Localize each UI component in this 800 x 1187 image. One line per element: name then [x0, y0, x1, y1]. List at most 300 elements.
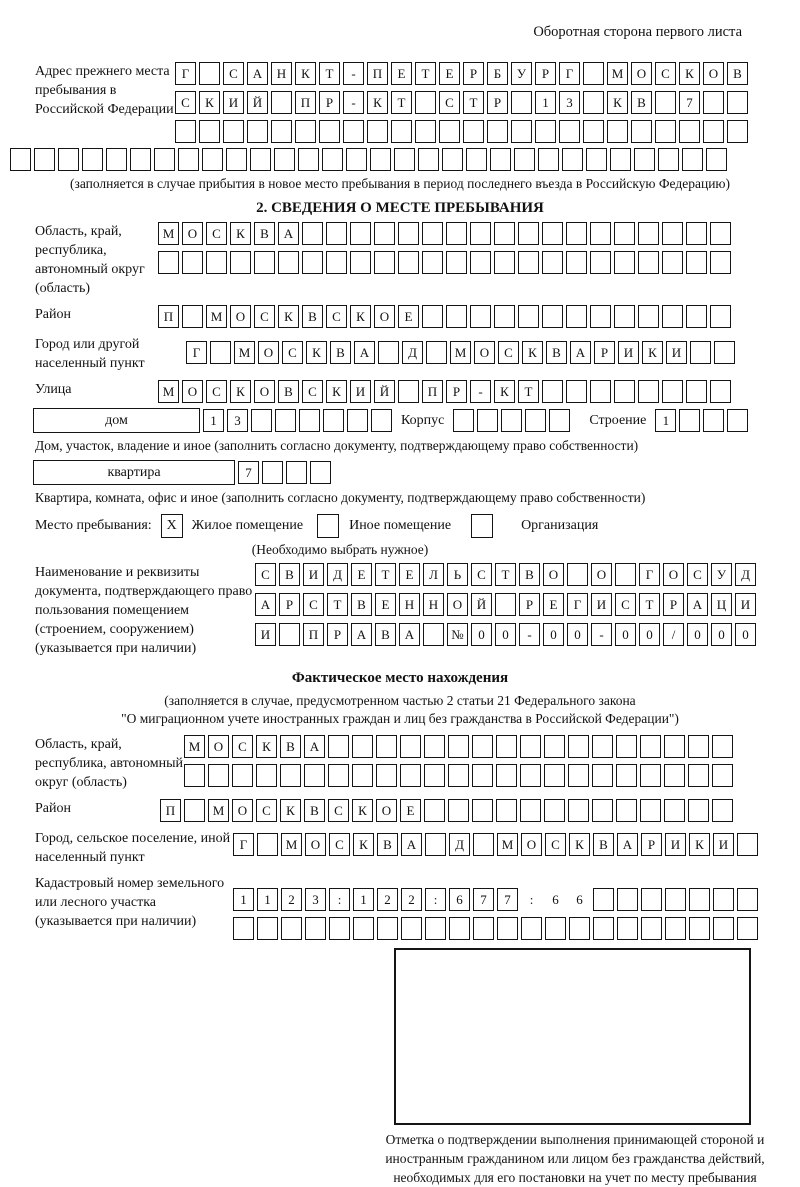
grid-cell[interactable] [568, 764, 589, 787]
grid-cell[interactable]: П [295, 91, 316, 114]
grid-cell[interactable] [544, 799, 565, 822]
grid-cell[interactable] [232, 764, 253, 787]
grid-cell[interactable] [286, 461, 307, 484]
grid-cell[interactable]: Р [487, 91, 508, 114]
grid-cell[interactable]: С [329, 833, 350, 856]
grid-cell[interactable]: С [471, 563, 492, 586]
grid-cell[interactable] [376, 764, 397, 787]
grid-cell[interactable]: 0 [567, 623, 588, 646]
grid-cell[interactable]: О [230, 305, 251, 328]
grid-cell[interactable]: 1 [535, 91, 556, 114]
grid-cell[interactable]: : [425, 888, 446, 911]
grid-cell[interactable]: У [511, 62, 532, 85]
grid-cell[interactable] [713, 917, 734, 940]
grid-cell[interactable] [559, 120, 580, 143]
grid-cell[interactable] [686, 251, 707, 274]
grid-cell[interactable]: И [223, 91, 244, 114]
grid-cell[interactable]: 1 [203, 409, 224, 432]
grid-cell[interactable] [350, 251, 371, 274]
grid-cell[interactable] [353, 917, 374, 940]
grid-cell[interactable]: С [256, 799, 277, 822]
grid-cell[interactable]: 3 [305, 888, 326, 911]
grid-cell[interactable]: Д [402, 341, 423, 364]
grid-cell[interactable] [518, 222, 539, 245]
grid-cell[interactable]: 1 [353, 888, 374, 911]
grid-cell[interactable]: Т [415, 62, 436, 85]
grid-cell[interactable] [376, 735, 397, 758]
grid-cell[interactable] [257, 833, 278, 856]
grid-cell[interactable]: Т [391, 91, 412, 114]
grid-cell[interactable] [549, 409, 570, 432]
grid-cell[interactable] [448, 799, 469, 822]
grid-cell[interactable]: В [304, 799, 325, 822]
grid-cell[interactable]: С [255, 563, 276, 586]
grid-cell[interactable]: / [663, 623, 684, 646]
grid-cell[interactable]: - [519, 623, 540, 646]
grid-cell[interactable] [631, 120, 652, 143]
grid-cell[interactable]: Е [398, 305, 419, 328]
grid-cell[interactable]: А [570, 341, 591, 364]
grid-cell[interactable] [10, 148, 31, 171]
grid-cell[interactable] [352, 764, 373, 787]
grid-cell[interactable] [665, 888, 686, 911]
grid-cell[interactable] [497, 917, 518, 940]
grid-cell[interactable]: К [569, 833, 590, 856]
grid-cell[interactable]: В [593, 833, 614, 856]
grid-cell[interactable]: М [234, 341, 255, 364]
checkbox-residential-premises[interactable]: X [161, 514, 183, 538]
grid-cell[interactable] [470, 222, 491, 245]
grid-cell[interactable]: Е [375, 593, 396, 616]
grid-cell[interactable]: Й [247, 91, 268, 114]
grid-cell[interactable] [616, 799, 637, 822]
grid-cell[interactable] [422, 305, 443, 328]
grid-cell[interactable] [566, 222, 587, 245]
grid-cell[interactable] [712, 764, 733, 787]
grid-cell[interactable] [727, 120, 748, 143]
grid-cell[interactable] [583, 120, 604, 143]
grid-cell[interactable] [614, 380, 635, 403]
grid-cell[interactable]: К [367, 91, 388, 114]
grid-cell[interactable] [154, 148, 175, 171]
grid-cell[interactable]: В [727, 62, 748, 85]
grid-cell[interactable]: 6 [576, 892, 583, 907]
grid-cell[interactable] [640, 735, 661, 758]
grid-cell[interactable] [394, 148, 415, 171]
grid-cell[interactable]: 0 [711, 623, 732, 646]
grid-cell[interactable]: П [367, 62, 388, 85]
grid-cell[interactable]: С [439, 91, 460, 114]
grid-cell[interactable] [326, 251, 347, 274]
grid-cell[interactable]: О [208, 735, 229, 758]
grid-cell[interactable] [641, 917, 662, 940]
grid-cell[interactable] [449, 917, 470, 940]
grid-cell[interactable]: - [470, 380, 491, 403]
grid-cell[interactable] [616, 735, 637, 758]
grid-cell[interactable] [703, 120, 724, 143]
grid-cell[interactable] [202, 148, 223, 171]
grid-cell[interactable] [178, 148, 199, 171]
grid-cell[interactable] [322, 148, 343, 171]
grid-cell[interactable] [710, 380, 731, 403]
grid-cell[interactable] [518, 251, 539, 274]
grid-cell[interactable] [655, 120, 676, 143]
grid-cell[interactable]: 7 [473, 888, 494, 911]
grid-cell[interactable] [280, 764, 301, 787]
grid-cell[interactable] [662, 380, 683, 403]
grid-cell[interactable] [688, 799, 709, 822]
grid-cell[interactable] [615, 563, 636, 586]
grid-cell[interactable] [520, 799, 541, 822]
grid-cell[interactable] [298, 148, 319, 171]
grid-cell[interactable]: Р [463, 62, 484, 85]
grid-cell[interactable]: М [281, 833, 302, 856]
grid-cell[interactable]: К [350, 305, 371, 328]
grid-cell[interactable] [542, 222, 563, 245]
grid-cell[interactable] [634, 148, 655, 171]
grid-cell[interactable] [398, 222, 419, 245]
grid-cell[interactable] [514, 148, 535, 171]
grid-cell[interactable]: О [703, 62, 724, 85]
grid-cell[interactable]: С [326, 305, 347, 328]
grid-cell[interactable]: 3 [227, 409, 248, 432]
grid-cell[interactable] [496, 735, 517, 758]
grid-cell[interactable] [275, 409, 296, 432]
grid-cell[interactable] [714, 341, 735, 364]
grid-cell[interactable]: П [422, 380, 443, 403]
grid-cell[interactable] [638, 380, 659, 403]
grid-cell[interactable]: О [591, 563, 612, 586]
grid-cell[interactable]: И [666, 341, 687, 364]
grid-cell[interactable] [184, 799, 205, 822]
grid-cell[interactable] [472, 764, 493, 787]
grid-cell[interactable] [257, 917, 278, 940]
grid-cell[interactable]: К [306, 341, 327, 364]
grid-cell[interactable]: К [230, 380, 251, 403]
grid-cell[interactable]: В [278, 380, 299, 403]
grid-cell[interactable] [34, 148, 55, 171]
grid-cell[interactable] [568, 735, 589, 758]
grid-cell[interactable] [370, 148, 391, 171]
grid-cell[interactable] [329, 917, 350, 940]
grid-cell[interactable] [446, 305, 467, 328]
grid-cell[interactable] [664, 735, 685, 758]
grid-cell[interactable] [206, 251, 227, 274]
grid-cell[interactable]: Р [663, 593, 684, 616]
grid-cell[interactable] [641, 888, 662, 911]
grid-cell[interactable]: Т [375, 563, 396, 586]
grid-cell[interactable] [470, 305, 491, 328]
grid-cell[interactable] [679, 120, 700, 143]
grid-cell[interactable] [230, 251, 251, 274]
grid-cell[interactable]: Г [175, 62, 196, 85]
grid-cell[interactable]: : [329, 888, 350, 911]
grid-cell[interactable] [521, 917, 542, 940]
grid-cell[interactable]: П [160, 799, 181, 822]
checkbox-organization[interactable] [471, 514, 493, 538]
grid-cell[interactable] [520, 764, 541, 787]
grid-cell[interactable]: И [735, 593, 756, 616]
grid-cell[interactable] [614, 222, 635, 245]
grid-cell[interactable] [682, 148, 703, 171]
grid-cell[interactable] [130, 148, 151, 171]
grid-cell[interactable] [520, 735, 541, 758]
grid-cell[interactable]: О [182, 222, 203, 245]
grid-cell[interactable] [184, 764, 205, 787]
grid-cell[interactable] [690, 341, 711, 364]
grid-cell[interactable]: И [591, 593, 612, 616]
grid-cell[interactable] [614, 251, 635, 274]
grid-cell[interactable]: Н [423, 593, 444, 616]
grid-cell[interactable] [501, 409, 522, 432]
grid-cell[interactable]: Р [319, 91, 340, 114]
grid-cell[interactable]: В [279, 563, 300, 586]
grid-cell[interactable] [664, 764, 685, 787]
grid-cell[interactable]: 2 [401, 888, 422, 911]
grid-cell[interactable] [472, 799, 493, 822]
grid-cell[interactable] [398, 251, 419, 274]
grid-cell[interactable] [251, 409, 272, 432]
grid-cell[interactable] [352, 735, 373, 758]
grid-cell[interactable] [638, 222, 659, 245]
grid-cell[interactable]: С [545, 833, 566, 856]
grid-cell[interactable] [323, 409, 344, 432]
grid-cell[interactable]: В [377, 833, 398, 856]
grid-cell[interactable] [472, 735, 493, 758]
grid-cell[interactable]: Н [271, 62, 292, 85]
grid-cell[interactable]: Т [518, 380, 539, 403]
grid-cell[interactable]: К [256, 735, 277, 758]
grid-cell[interactable] [470, 251, 491, 274]
grid-cell[interactable]: С [282, 341, 303, 364]
grid-cell[interactable] [295, 120, 316, 143]
grid-cell[interactable] [415, 120, 436, 143]
grid-cell[interactable] [566, 380, 587, 403]
grid-cell[interactable] [415, 91, 436, 114]
grid-cell[interactable]: Г [186, 341, 207, 364]
grid-cell[interactable] [328, 735, 349, 758]
grid-cell[interactable] [278, 251, 299, 274]
grid-cell[interactable]: Т [463, 91, 484, 114]
grid-cell[interactable] [463, 120, 484, 143]
grid-cell[interactable]: - [343, 62, 364, 85]
grid-cell[interactable] [511, 120, 532, 143]
grid-cell[interactable] [713, 888, 734, 911]
grid-cell[interactable]: С [223, 62, 244, 85]
grid-cell[interactable] [569, 917, 590, 940]
grid-cell[interactable] [346, 148, 367, 171]
grid-cell[interactable]: В [375, 623, 396, 646]
grid-cell[interactable] [542, 305, 563, 328]
grid-cell[interactable] [525, 409, 546, 432]
grid-cell[interactable] [592, 735, 613, 758]
grid-cell[interactable] [424, 764, 445, 787]
grid-cell[interactable]: С [232, 735, 253, 758]
grid-cell[interactable] [254, 251, 275, 274]
grid-cell[interactable] [586, 148, 607, 171]
grid-cell[interactable]: У [711, 563, 732, 586]
grid-cell[interactable]: К [230, 222, 251, 245]
grid-cell[interactable]: С [498, 341, 519, 364]
grid-cell[interactable] [592, 799, 613, 822]
grid-cell[interactable] [689, 888, 710, 911]
grid-cell[interactable]: В [631, 91, 652, 114]
grid-cell[interactable]: 0 [543, 623, 564, 646]
grid-cell[interactable]: О [474, 341, 495, 364]
grid-cell[interactable] [400, 735, 421, 758]
grid-cell[interactable] [494, 305, 515, 328]
grid-cell[interactable] [319, 120, 340, 143]
grid-cell[interactable]: К [494, 380, 515, 403]
grid-cell[interactable] [511, 91, 532, 114]
grid-cell[interactable] [328, 764, 349, 787]
grid-cell[interactable] [665, 917, 686, 940]
grid-cell[interactable]: О [543, 563, 564, 586]
grid-cell[interactable] [590, 251, 611, 274]
grid-cell[interactable]: М [607, 62, 628, 85]
grid-cell[interactable] [422, 251, 443, 274]
grid-cell[interactable] [614, 305, 635, 328]
grid-cell[interactable]: Р [279, 593, 300, 616]
grid-cell[interactable]: О [521, 833, 542, 856]
grid-cell[interactable]: 0 [735, 623, 756, 646]
grid-cell[interactable] [638, 251, 659, 274]
grid-cell[interactable] [712, 735, 733, 758]
grid-cell[interactable]: А [354, 341, 375, 364]
grid-cell[interactable] [106, 148, 127, 171]
grid-cell[interactable]: 2 [281, 888, 302, 911]
grid-cell[interactable]: А [304, 735, 325, 758]
grid-cell[interactable]: И [665, 833, 686, 856]
grid-cell[interactable]: 1 [233, 888, 254, 911]
grid-cell[interactable] [424, 735, 445, 758]
grid-cell[interactable]: № [447, 623, 468, 646]
grid-cell[interactable] [446, 222, 467, 245]
grid-cell[interactable] [542, 251, 563, 274]
grid-cell[interactable]: В [351, 593, 372, 616]
grid-cell[interactable] [640, 764, 661, 787]
grid-cell[interactable]: 0 [615, 623, 636, 646]
grid-cell[interactable]: 2 [377, 888, 398, 911]
grid-cell[interactable]: Т [495, 563, 516, 586]
grid-cell[interactable] [610, 148, 631, 171]
grid-cell[interactable]: Е [351, 563, 372, 586]
grid-cell[interactable] [640, 799, 661, 822]
grid-cell[interactable] [495, 593, 516, 616]
grid-cell[interactable]: 7 [497, 888, 518, 911]
grid-cell[interactable]: Ц [711, 593, 732, 616]
grid-cell[interactable] [208, 764, 229, 787]
grid-cell[interactable] [256, 764, 277, 787]
grid-cell[interactable]: 3 [559, 91, 580, 114]
grid-cell[interactable] [607, 120, 628, 143]
grid-cell[interactable]: 6 [552, 892, 559, 907]
apartment-type-box[interactable]: квартира [33, 460, 235, 485]
grid-cell[interactable]: С [254, 305, 275, 328]
grid-cell[interactable]: Д [327, 563, 348, 586]
grid-cell[interactable] [58, 148, 79, 171]
grid-cell[interactable]: Ь [447, 563, 468, 586]
grid-cell[interactable]: - [591, 623, 612, 646]
grid-cell[interactable] [425, 833, 446, 856]
grid-cell[interactable] [448, 735, 469, 758]
grid-cell[interactable]: К [679, 62, 700, 85]
grid-cell[interactable]: Б [487, 62, 508, 85]
grid-cell[interactable]: К [689, 833, 710, 856]
grid-cell[interactable]: С [655, 62, 676, 85]
grid-cell[interactable] [655, 91, 676, 114]
grid-cell[interactable] [326, 222, 347, 245]
grid-cell[interactable]: А [401, 833, 422, 856]
grid-cell[interactable]: А [687, 593, 708, 616]
grid-cell[interactable]: С [303, 593, 324, 616]
grid-cell[interactable]: М [208, 799, 229, 822]
grid-cell[interactable] [210, 341, 231, 364]
grid-cell[interactable]: Н [399, 593, 420, 616]
grid-cell[interactable]: П [303, 623, 324, 646]
grid-cell[interactable] [617, 888, 638, 911]
grid-cell[interactable]: В [302, 305, 323, 328]
grid-cell[interactable] [199, 120, 220, 143]
grid-cell[interactable] [377, 917, 398, 940]
grid-cell[interactable]: С [206, 222, 227, 245]
grid-cell[interactable] [496, 764, 517, 787]
grid-cell[interactable]: Г [559, 62, 580, 85]
grid-cell[interactable] [305, 917, 326, 940]
grid-cell[interactable]: С [328, 799, 349, 822]
grid-cell[interactable] [423, 623, 444, 646]
grid-cell[interactable]: О [631, 62, 652, 85]
grid-cell[interactable] [247, 120, 268, 143]
grid-cell[interactable]: Р [446, 380, 467, 403]
grid-cell[interactable]: К [352, 799, 373, 822]
grid-cell[interactable] [367, 120, 388, 143]
grid-cell[interactable] [82, 148, 103, 171]
grid-cell[interactable]: К [607, 91, 628, 114]
grid-cell[interactable]: Е [399, 563, 420, 586]
grid-cell[interactable] [583, 62, 604, 85]
grid-cell[interactable] [274, 148, 295, 171]
grid-cell[interactable]: Е [400, 799, 421, 822]
grid-cell[interactable]: С [615, 593, 636, 616]
grid-cell[interactable] [689, 917, 710, 940]
grid-cell[interactable]: 7 [238, 461, 259, 484]
grid-cell[interactable] [593, 888, 614, 911]
grid-cell[interactable] [568, 799, 589, 822]
grid-cell[interactable] [466, 148, 487, 171]
grid-cell[interactable]: А [247, 62, 268, 85]
grid-cell[interactable] [279, 623, 300, 646]
grid-cell[interactable] [371, 409, 392, 432]
grid-cell[interactable]: М [497, 833, 518, 856]
grid-cell[interactable]: Г [567, 593, 588, 616]
grid-cell[interactable] [473, 917, 494, 940]
grid-cell[interactable] [662, 251, 683, 274]
grid-cell[interactable] [401, 917, 422, 940]
grid-cell[interactable] [378, 341, 399, 364]
grid-cell[interactable] [706, 148, 727, 171]
grid-cell[interactable] [662, 305, 683, 328]
grid-cell[interactable] [350, 222, 371, 245]
grid-cell[interactable]: К [278, 305, 299, 328]
grid-cell[interactable]: Д [735, 563, 756, 586]
grid-cell[interactable]: К [326, 380, 347, 403]
grid-cell[interactable]: С [302, 380, 323, 403]
grid-cell[interactable] [182, 305, 203, 328]
grid-cell[interactable]: 0 [639, 623, 660, 646]
checkbox-other-premises[interactable] [317, 514, 339, 538]
grid-cell[interactable] [593, 917, 614, 940]
